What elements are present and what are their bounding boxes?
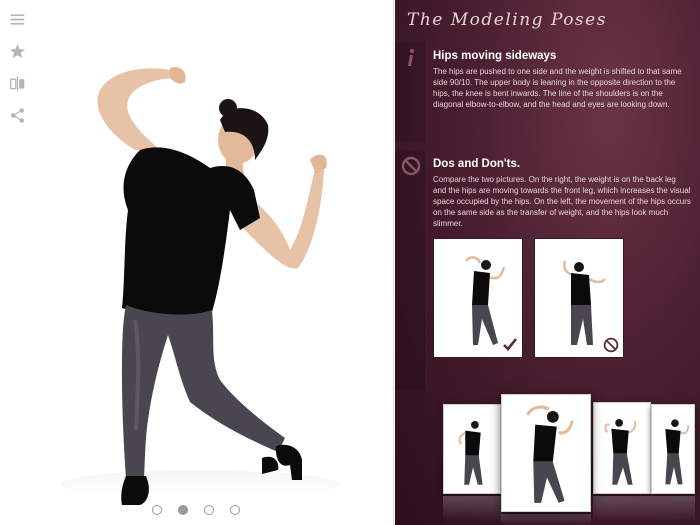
pose-thumbnail-figure xyxy=(444,405,500,493)
pose-thumbnail-figure xyxy=(594,403,650,493)
comparison-image-correct[interactable] xyxy=(433,238,523,358)
page-dot-1[interactable] xyxy=(152,505,162,515)
prohibited-icon xyxy=(603,337,619,353)
section-heading: Hips moving sideways xyxy=(433,50,557,62)
checkmark-icon xyxy=(502,337,518,353)
thumbnail-reflection xyxy=(651,496,695,522)
section-hips-moving-sideways xyxy=(395,42,700,142)
section-icon-slot xyxy=(399,46,423,70)
page-dot-2[interactable] xyxy=(178,505,188,515)
page-title: The Modeling Poses xyxy=(407,10,607,30)
star-icon xyxy=(9,43,26,60)
thumbnail-reflection xyxy=(593,496,651,522)
section-body: The hips are pushed to one side and the weight is shifted to that same side 90/10. The upper body is leaning in the opposite direction to the hips, the knee is bent inwards. The line of the shoulders is on the diagonal elbow-to-elbow, and the head and eyes are looking down. xyxy=(433,67,682,109)
carousel-thumbnail[interactable] xyxy=(651,404,695,494)
pose-carousel xyxy=(395,380,700,525)
prohibited-icon xyxy=(401,156,421,176)
page-dot-3[interactable] xyxy=(204,505,214,515)
carousel-thumbnail-selected[interactable] xyxy=(501,394,591,512)
menu-button[interactable] xyxy=(6,8,28,30)
carousel-thumbnail[interactable] xyxy=(443,404,501,494)
compare-icon xyxy=(9,75,26,92)
comparison-image-incorrect[interactable] xyxy=(534,238,624,358)
section-icon-slot xyxy=(399,154,423,178)
section-body: Compare the two pictures. On the right, the weight is on the back leg and the hips are moving towards the front leg, which increases the visual space occupied by the hips. On the left, the movement of the hips occurs on the same side as the transfer of weight, and the hips look much slimmer. xyxy=(433,175,691,228)
favorite-button[interactable] xyxy=(6,40,28,62)
compare-button[interactable] xyxy=(6,72,28,94)
menu-icon xyxy=(9,11,26,28)
pose-thumbnail-figure xyxy=(502,395,590,511)
page-dot-4[interactable] xyxy=(230,505,240,515)
share-icon xyxy=(9,107,26,124)
carousel-thumbnail[interactable] xyxy=(593,402,651,494)
info-icon xyxy=(401,46,421,70)
share-button[interactable] xyxy=(6,104,28,126)
page-indicator xyxy=(152,505,240,515)
section-icon-column xyxy=(395,150,427,390)
pose-thumbnail-figure xyxy=(652,405,694,493)
side-toolbar xyxy=(6,8,28,136)
thumbnail-reflection xyxy=(501,514,591,525)
model-pose-photo xyxy=(40,50,370,510)
section-heading: Dos and Don'ts. xyxy=(433,158,521,170)
thumbnail-reflection xyxy=(443,496,501,522)
